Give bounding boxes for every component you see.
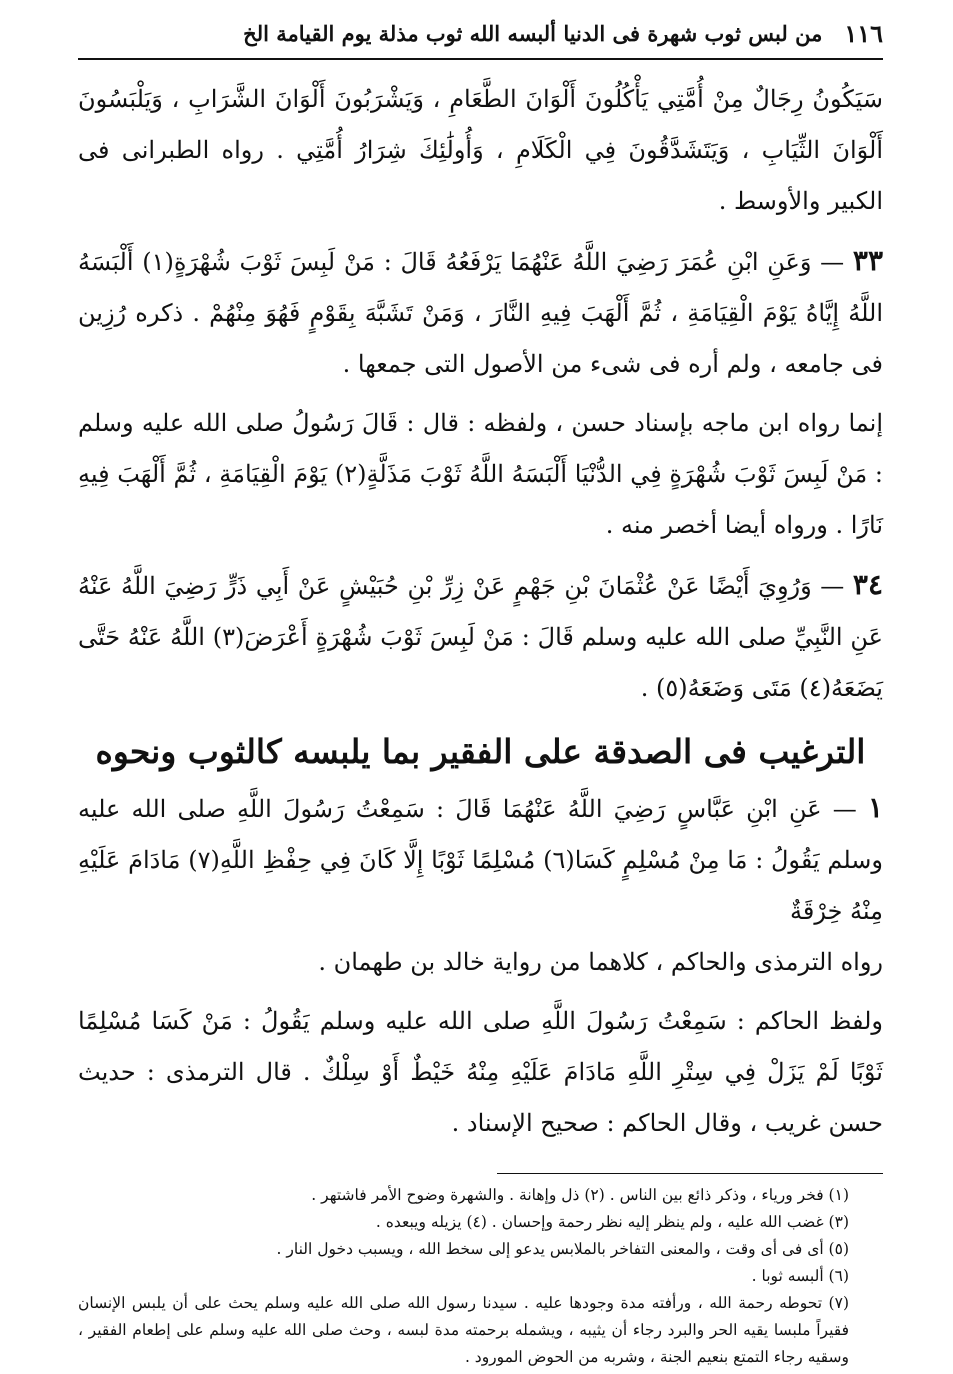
footnote-rule xyxy=(497,1173,883,1174)
paragraph-hakim: ولفظ الحاكم : سَمِعْتُ رَسُولَ اللَّهِ صلى الله عليه وسلم يَقُولُ : مَنْ كَسَا مُسْلِمًا ثَوْبًا لَمْ يَزَلْ فِي سِتْرِ اللَّهِ مَادَامَ عَلَيْهِ مِنْهُ خَيْطٌ أَوْ سِلْكٌ . قال الترمذى : حديث حسن غريب ، وقال الحاكم : صحيح الإسناد . xyxy=(78,1007,883,1137)
footnote: (٦) ألبسه ثوبا . xyxy=(751,1267,849,1285)
hadith-number: ٣٤ xyxy=(852,568,883,601)
footnote: (٥) أى فى أى وقت ، والمعنى التفاخر بالملابس يدعو إلى سخط الله ، ويسبب دخول النار . xyxy=(276,1240,849,1258)
hadith-33 xyxy=(78,235,883,390)
hadith-number: ١ xyxy=(867,791,883,824)
footnote: (١) فخر ورياء ، وذكر ذائع بين الناس . (٢) ذل وإهانة . والشهرة وضوح الأمر فاشتهر . xyxy=(311,1186,849,1204)
page-number: ١١٦ xyxy=(844,18,883,48)
page-header xyxy=(78,12,883,54)
main-text xyxy=(78,74,883,1149)
paragraph-ibn-majah: إنما رواه ابن ماجه بإسناد حسن ، ولفظه : قال : قَالَ رَسُولُ صلى الله عليه وسلم : مَنْ لَبِسَ ثَوْبَ شُهْرَةٍ فِي الدُّنْيَا أَلْبَسَهُ اللَّهُ ثَوْبَ مَذَلَّةٍ(٢) يَوْمَ الْقِيَامَةِ ، ثُمَّ أَلْهَبَ فِيهِ نَارًا . ورواه أيضا أخصر منه . xyxy=(78,409,884,539)
footnote: (٣) غضب الله عليه ، ولم ينظر إليه نظر رحمة وإحسان . (٤) يزيله ويبعده . xyxy=(375,1213,849,1231)
header-rule xyxy=(78,58,883,60)
hadith-number: ٣٣ xyxy=(852,244,883,277)
hadith-34 xyxy=(78,559,883,714)
paragraph-continuation: سَيَكُونُ رِجَالٌ مِنْ أُمَّتِي يَأْكُلُونَ أَلْوَانَ الطَّعَامِ ، وَيَشْرَبُونَ أَلْوَانَ الشَّرَابِ ، وَيَلْبَسُونَ أَلْوَانَ الثِّيَابِ ، وَيَتَشَدَّقُونَ فِي الْكَلَامِ ، وَأُولَٰئِكَ شِرَارُ أُمَّتِي . رواه الطبرانى فى الكبير والأوسط . xyxy=(78,85,884,215)
hadith-text: — عَنِ ابْنِ عَبَّاسٍ رَضِيَ اللَّهُ عَنْهُمَا قَالَ : سَمِعْتُ رَسُولَ اللَّهِ صلى الله عليه وسلم يَقُولُ : مَا مِنْ مُسْلِمٍ كَسَا(٦) مُسْلِمًا ثَوْبًا إِلَّا كَانَ فِي حِفْظِ اللَّهِ(٧) مَادَامَ عَلَيْهِ مِنْهُ خِرْقَةٌ xyxy=(78,795,883,925)
hadith-1 xyxy=(78,782,883,937)
footnote: (٧) تحوطه رحمة الله ، ورأفته مدة وجودها عليه . سيدنا رسول الله صلى الله عليه وسلم يحث على أن يلبس الإنسان فقيراً ملبسا يقيه الحر والبرد رجاء أن يثيبه ، ويشمله برحمته مدة لبسه ، وحث صلى الله عليه وسلم على إطعام الفقير ، وسقيه رجاء التمتع بنعيم الجنة ، وشربه من الحوض المورود . xyxy=(78,1294,849,1366)
section-heading: الترغيب فى الصدقة على الفقير بما يلبسه كالثوب ونحوه xyxy=(95,732,866,771)
running-title: من لبس ثوب شهرة فى الدنيا ألبسه الله ثوب مذلة يوم القيامة الخ xyxy=(243,20,823,46)
hadith-text: — وَرُوِيَ أَيْضًا عَنْ عُثْمَانَ بْنِ جَهْمٍ عَنْ زِرِّ بْنِ حُبَيْشٍ عَنْ أَبِي ذَرٍّ رَضِيَ اللَّهُ عَنْهُ عَنِ النَّبِيِّ صلى الله عليه وسلم قَالَ : مَنْ لَبِسَ ثَوْبَ شُهْرَةٍ أَعْرَضَ(٣) اللَّهُ عَنْهُ حَتَّى يَضَعَهُ(٤) مَتَى وَضَعَهُ(٥) . xyxy=(78,572,883,702)
hadith-text: — وَعَنِ ابْنِ عُمَرَ رَضِيَ اللَّهُ عَنْهُمَا يَرْفَعُهُ قَالَ : مَنْ لَبِسَ ثَوْبَ شُهْرَةٍ(١) أَلْبَسَهُ اللَّهُ إِيَّاهُ يَوْمَ الْقِيَامَةِ ، ثُمَّ أَلْهَبَ فِيهِ النَّارَ ، وَمَنْ تَشَبَّهَ بِقَوْمٍ فَهُوَ مِنْهُمْ . ذكره رُزِين فى جامعه ، ولم أره فى شىء من الأصول التى جمعها . xyxy=(78,248,883,378)
footnotes xyxy=(78,1182,883,1371)
paragraph-narration: رواه الترمذى والحاكم ، كلاهما من رواية خالد بن طهمان . xyxy=(318,948,883,976)
